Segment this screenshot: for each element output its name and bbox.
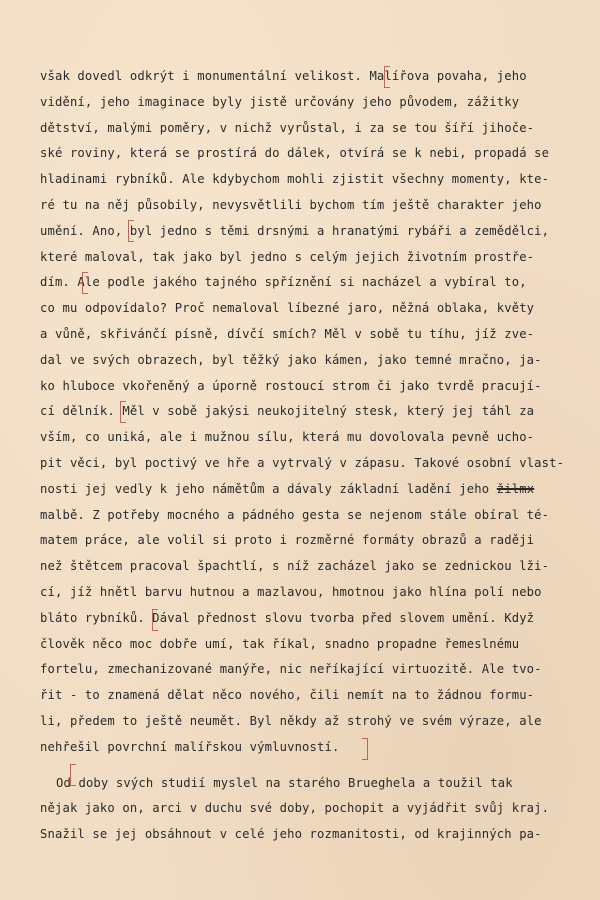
text-line: hladinami rybníků. Ale kdybychom mohli zjistit všechny momenty, kte- — [40, 172, 550, 187]
text-line: bláto rybníků. Dával přednost slovu tvorba před slovem umění. Když — [40, 610, 535, 625]
edit-bracket-mark — [70, 764, 76, 786]
text-line: vidění, jeho imaginace byly jistě určovány jeho původem, zážitky — [40, 94, 520, 109]
text-line: nehřešil povrchní malířskou výmluvností. — [40, 739, 340, 754]
text-line: Od doby svých studií myslel na starého Brueghela a toužil tak — [56, 775, 513, 790]
text-line: řit - to znamená dělat něco nového, čili nemít na to žádnou formu- — [40, 688, 535, 703]
text-line: Snažil se jej obsáhnout v celé jeho rozmanitosti, od krajinných pa- — [40, 827, 542, 842]
text-line: dím. Ale podle jakého tajného spříznění si nacházel a vybíral to, — [40, 275, 527, 290]
edit-bracket-mark — [152, 609, 158, 631]
edit-bracket-mark — [120, 401, 126, 423]
text-line: cí dělník. Měl v sobě jakýsi neukojitelný stesk, který jej táhl za — [40, 404, 535, 419]
text-line: cí, jíž hnětl barvu hutnou a mazlavou, hmotnou jako hlína polí nebo — [40, 584, 542, 599]
text-line: než štětcem pracoval špachtlí, s níž zacházel jako se zednickou lži- — [40, 559, 550, 574]
paragraph-gap — [40, 761, 588, 771]
text-line — [40, 477, 588, 503]
text-line: co mu odpovídalo? Proč nemaloval líbezné jaro, něžná oblaka, květy — [40, 301, 535, 316]
text-line: ré tu na něj působily, nevysvětlili bychom tím ještě charakter jeho — [40, 197, 542, 212]
text-line: a vůně, skřivánčí písně, dívčí smích? Měl v sobě tu tíhu, jíž zve- — [40, 326, 535, 341]
text-line: vším, co uniká, ale i mužnou sílu, která mu dovolovala pevně ucho- — [40, 430, 535, 445]
edit-bracket-end-mark — [362, 738, 368, 760]
typewritten-text — [40, 64, 588, 848]
text-line: člověk něco moc dobře umí, tak říkal, snadno propadne řemeslnému — [40, 636, 520, 651]
edit-bracket-mark — [128, 220, 134, 242]
text-line: li, předem to ještě neumět. Byl někdy až strohý ve svém výraze, ale — [40, 713, 542, 728]
text-line: které maloval, tak jako byl jedno s celým jejich životním prostře- — [40, 249, 535, 264]
text-line: však dovedl odkrýt i monumentální velikost. Malířova povaha, jeho — [40, 69, 527, 83]
struck-word: žilmx — [496, 481, 535, 496]
text-line: malbě. Z potřeby mocného a pádného gesta se nejenom stále obíral té- — [40, 507, 550, 522]
text-line: pit věci, byl poctivý ve hře a vytrvalý v zápasu. Takové osobní vlast- — [40, 455, 565, 470]
edit-bracket-mark — [384, 66, 390, 88]
text-line: matem práce, ale volil si proto i rozměrné formáty obrazů a raději — [40, 533, 535, 548]
text-line: fortelu, zmechanizované manýře, nic neříkající virtuozitě. Ale tvo- — [40, 662, 542, 677]
text-line: ské roviny, která se prostírá do dálek, otvírá se k nebi, propadá se — [40, 146, 550, 161]
edit-bracket-mark — [82, 272, 88, 294]
text-line: nějak jako on, arci v duchu své doby, pochopit a vyjádřit svůj kraj. — [40, 801, 550, 816]
text-line: dětství, malými poměry, v nichž vyrůstal, i za se tou šíří jihoče- — [40, 120, 535, 135]
text-line: ko hluboce vkořeněný a úporně rostoucí strom či jako tvrdě pracují- — [40, 378, 542, 393]
text-line: dal ve svých obrazech, byl těžký jako kámen, jako temné mračno, ja- — [40, 352, 542, 367]
text-line-main: nosti jej vedly k jeho námětům a dávaly základní ladění jeho — [40, 481, 490, 496]
text-line: umění. Ano, byl jedno s těmi drsnými a hranatými rybáři a zemědělci, — [40, 223, 550, 238]
